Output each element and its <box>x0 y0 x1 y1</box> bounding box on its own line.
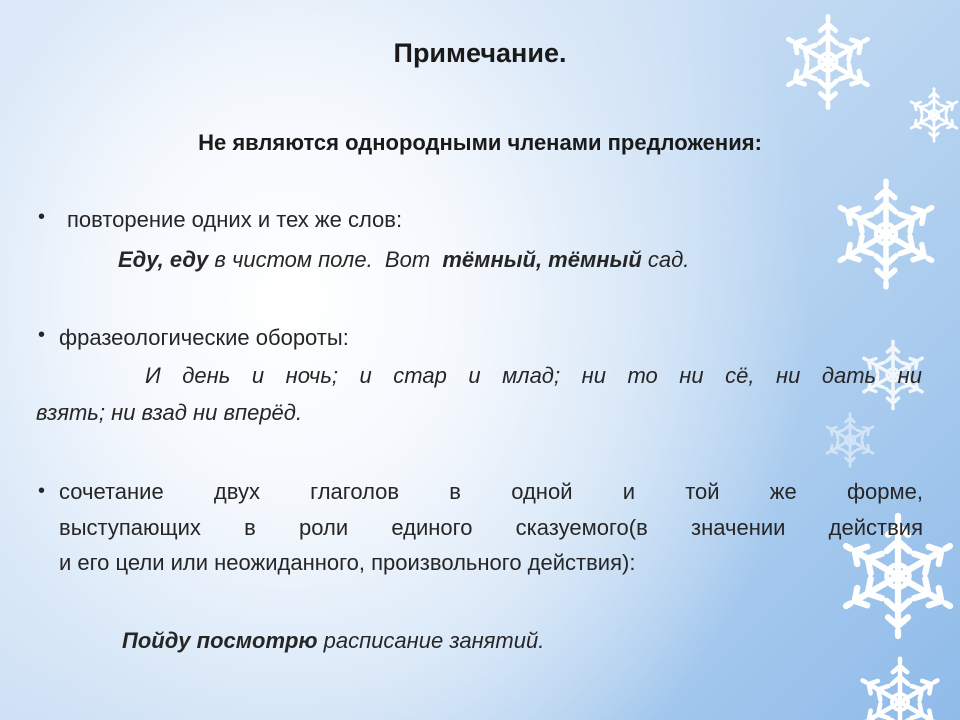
item1-example <box>118 243 689 277</box>
example-sentence <box>122 624 544 658</box>
slide-subtitle: Не являются однородными членами предложения: <box>198 130 762 155</box>
item3-text-1: сочетание двух глаголов в одной и той же форме, <box>59 479 923 504</box>
bullet-3: • <box>38 480 46 502</box>
item3-text-2: выступающих в роли единого сказуемого(в значении действия <box>59 515 923 540</box>
item1-example-text-2: сад. <box>641 247 690 272</box>
slide-title: Примечание. <box>393 38 567 68</box>
item3-line2 <box>59 510 923 545</box>
example-rest: расписание занятий. <box>317 628 545 653</box>
item2-example-text-1: И день и ночь; и стар и млад; ни то ни сё, ни дать ни <box>145 363 922 388</box>
item1-example-bold-1: Еду, еду <box>118 247 209 272</box>
item3-line3: и его цели или неожиданного, произвольного действия): <box>59 550 636 575</box>
item1-example-bold-2: тёмный, тёмный <box>442 247 642 272</box>
bullet-2: • <box>38 324 46 346</box>
snowflake-icon <box>835 181 936 287</box>
snowflake-icon <box>825 414 876 467</box>
item1-example-text-1: в чистом поле. Вот <box>208 247 443 272</box>
item2-example-line2: взять; ни взад ни вперёд. <box>36 400 303 425</box>
item2-label: фразеологические обороты: <box>59 325 349 350</box>
item3-line1 <box>59 474 923 509</box>
snowflake-icon <box>859 659 942 720</box>
item2-example-line1 <box>145 358 922 393</box>
item1-label: повторение одних и тех же слов: <box>67 207 403 232</box>
bullet-1: • <box>38 206 46 228</box>
example-bold: Пойду посмотрю <box>122 628 318 653</box>
